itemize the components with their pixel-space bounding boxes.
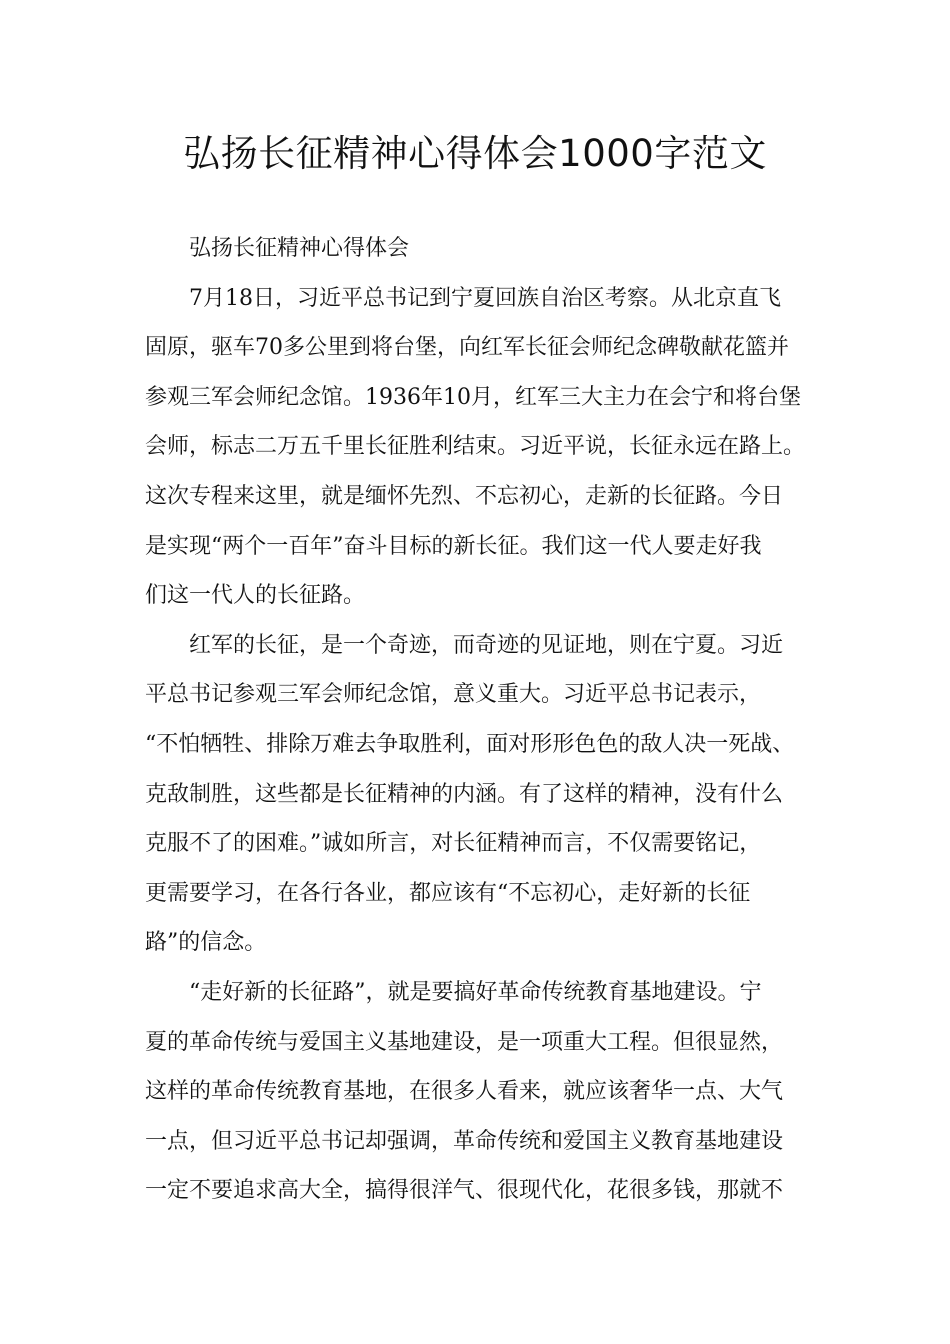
- body-line: 这样的革命传统教育基地，在很多人看来，就应该奢华一点、大气: [145, 1079, 784, 1105]
- document-title: 弘扬长征精神心得体会1000字范文: [183, 132, 767, 175]
- body-line: 克敌制胜，这些都是长征精神的内涵。有了这样的精神，没有什么: [145, 781, 784, 807]
- body-line: 克服不了的困难。”诚如所言，对长征精神而言，不仅需要铭记，: [145, 831, 762, 857]
- body-line: 一定不要追求高大全，搞得很洋气、很现代化，花很多钱，那就不: [145, 1178, 784, 1204]
- body-line: 一点，但习近平总书记却强调，革命传统和爱国主义教育基地建设: [145, 1128, 784, 1154]
- document-body: [145, 224, 825, 1216]
- body-line: 红军的长征，是一个奇迹，而奇迹的见证地，则在宁夏。习近: [189, 632, 784, 658]
- body-line: 平总书记参观三军会师纪念馆，意义重大。习近平总书记表示，: [145, 682, 762, 708]
- body-line: “不怕牺牲、排除万难去争取胜利，面对形形色色的敌人决一死战、: [145, 731, 795, 757]
- body-line: 这次专程来这里，就是缅怀先烈、不忘初心，走新的长征路。今日: [145, 483, 784, 509]
- body-line: 路”的信念。: [145, 930, 267, 956]
- body-line: 参观三军会师纪念馆。1936年10月，红军三大主力在会宁和将台堡: [145, 384, 801, 410]
- body-line: 夏的革命传统与爱国主义基地建设，是一项重大工程。但很显然，: [145, 1029, 784, 1055]
- body-line: 会师，标志二万五千里长征胜利结束。习近平说，长征永远在路上。: [145, 434, 806, 460]
- body-line: 是实现“两个一百年”奋斗目标的新长征。我们这一代人要走好我: [145, 533, 762, 559]
- body-line: “走好新的长征路”，就是要搞好革命传统教育基地建设。宁: [189, 979, 762, 1005]
- body-line: 7月18日，习近平总书记到宁夏回族自治区考察。从北京直飞: [189, 285, 781, 311]
- body-line: 们这一代人的长征路。: [145, 583, 366, 609]
- body-line: 更需要学习，在各行各业，都应该有“不忘初心，走好新的长征: [145, 880, 751, 906]
- body-line: 固原，驱车70多公里到将台堡，向红军长征会师纪念碑敬献花篮并: [145, 335, 789, 361]
- body-line: 弘扬长征精神心得体会: [189, 236, 410, 261]
